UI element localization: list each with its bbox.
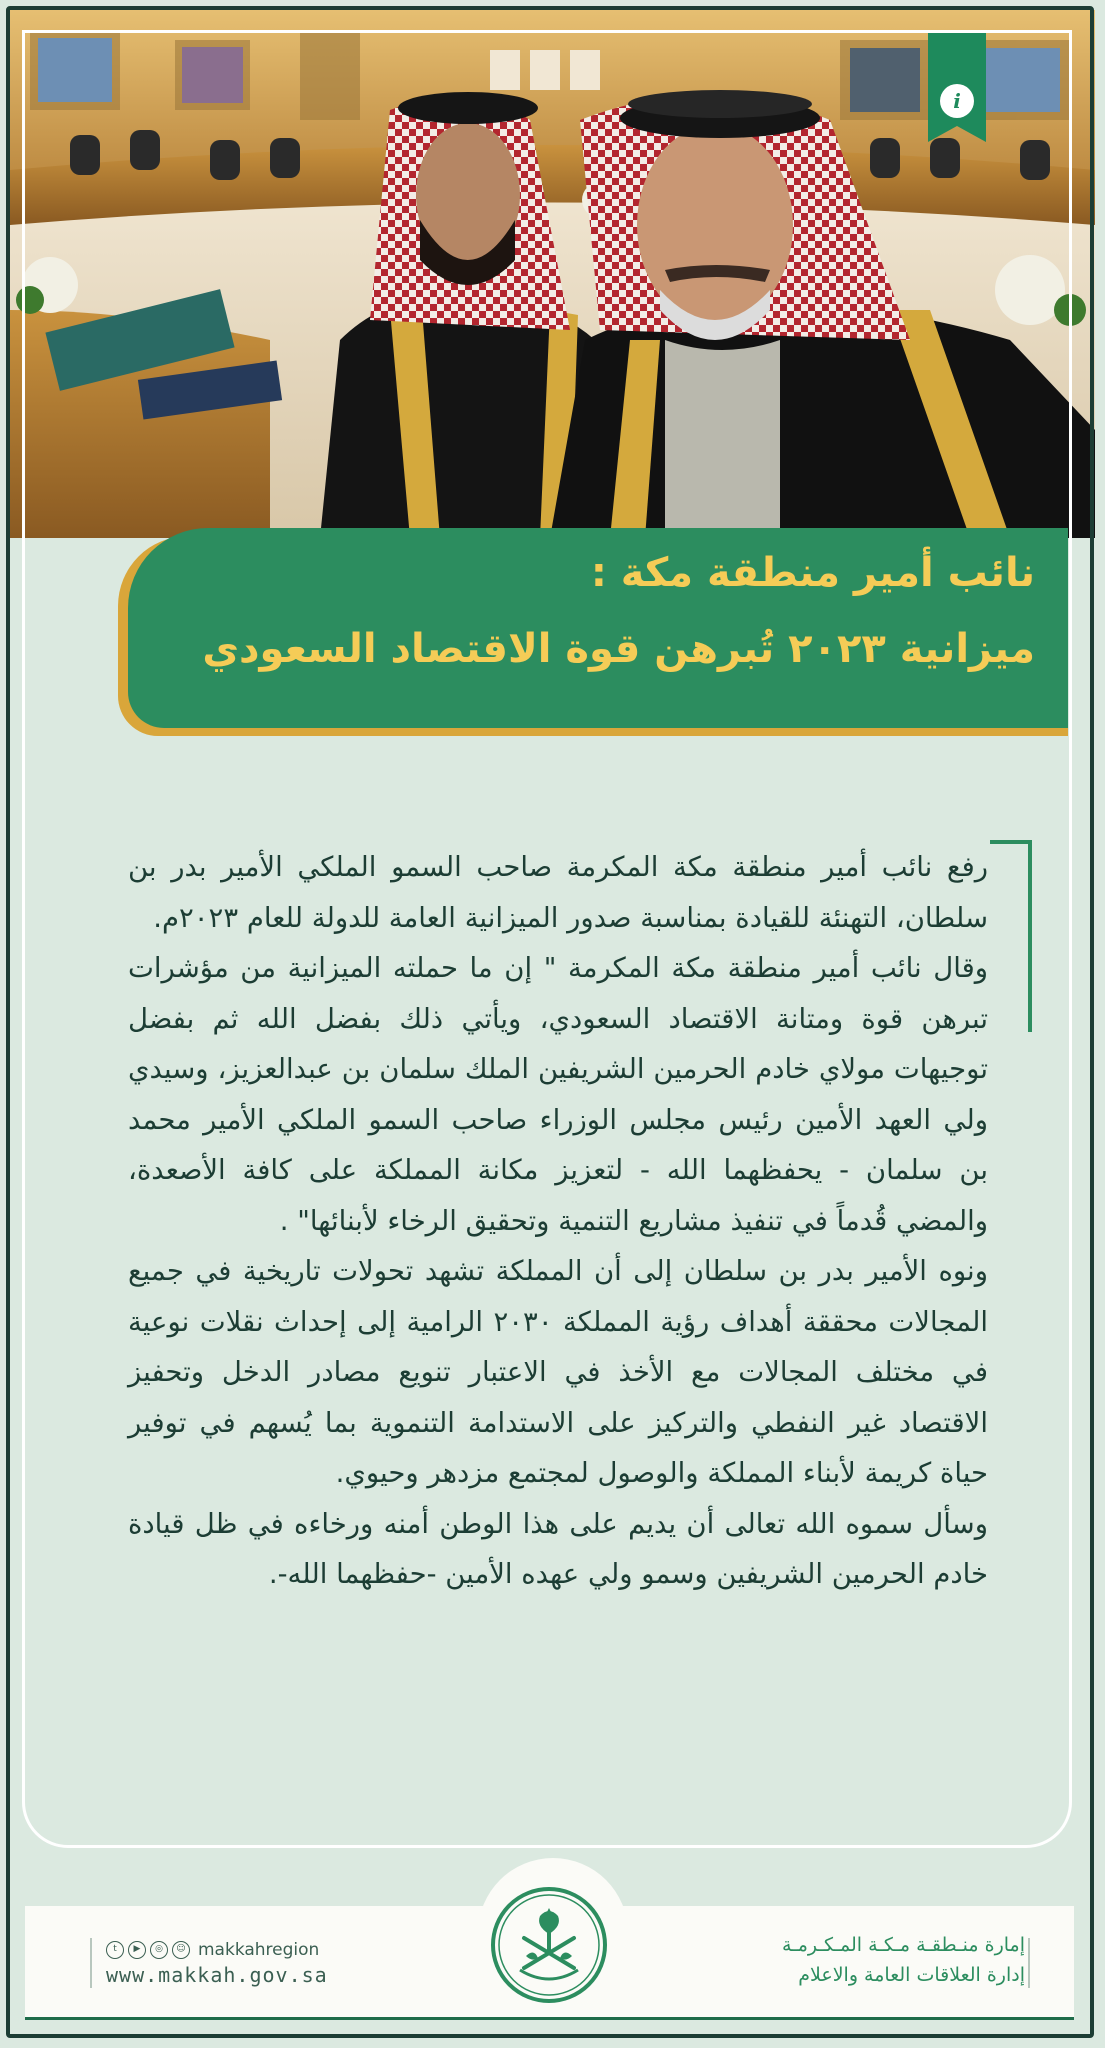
org-name: إمارة منـطقـة مـكـة المـكـرمـة — [781, 1934, 1025, 1956]
social-handle[interactable]: makkahregion — [198, 1940, 320, 1960]
info-icon[interactable]: i — [940, 84, 974, 118]
quote-tick — [990, 840, 1030, 844]
snapchat-icon[interactable]: ☺ — [172, 1941, 190, 1959]
article-paragraph: وقال نائب أمير منطقة مكة المكرمة " إن ما حملته الميزانية من مؤشرات تبرهن قوة ومتانة الاقتصاد السعودي، ويأتي ذلك بفضل الله ثم بفضل توجيهات مولاي خادم الحرمين الشريفين الملك سلمان بن عبدالعزيز، وسيدي ولي العهد الأمين رئيس مجلس الوزراء صاحب السمو الملكي الأمير محمد بن سلمان - يحفظهما الله - لتعزيز مكانة المملكة على كافة الأصعدة، والمضي قُدماً في تنفيذ مشاريع التنمية وتحقيق الرخاء لأبنائها" . — [128, 952, 988, 1237]
article-paragraph: ونوه الأمير بدر بن سلطان إلى أن المملكة تشهد تحولات تاريخية في جميع المجالات محققة أهداف رؤية المملكة ٢٠٣٠ الرامية إلى إحداث نقلات نوعية في مختلف المجالات مع الأخذ في الاعتبار تنويع مصادر الدخل وتحفيز الاقتصاد غير النفطي والتركيز على الاستدامة التنموية بما يُسهم في توفير حياة كريمة لأبناء المملكة والوصول لمجتمع مزدهر وحيوي. — [128, 1255, 988, 1489]
headline-line-2: ميزانية ٢٠٢٣ تُبرهن قوة الاقتصاد السعودي — [202, 626, 1035, 672]
saudi-emblem-icon — [490, 1886, 608, 2004]
article-paragraph: رفع نائب أمير منطقة مكة المكرمة صاحب السمو الملكي الأمير بدر بن سلطان، التهنئة للقيادة بمناسبة صدور الميزانية العامة للدولة للعام ٢٠٢٣م. — [128, 851, 988, 934]
twitter-icon[interactable]: t — [106, 1941, 124, 1959]
article-body — [128, 842, 988, 1600]
social-links — [106, 1939, 319, 1961]
instagram-icon[interactable]: ◎ — [150, 1941, 168, 1959]
youtube-icon[interactable]: ▶ — [128, 1941, 146, 1959]
quote-bar — [1028, 840, 1032, 1032]
footer-divider — [25, 2017, 1074, 2020]
org-divider — [1028, 1938, 1030, 1988]
web-divider — [90, 1938, 92, 1988]
headline-line-1: نائب أمير منطقة مكة : — [590, 550, 1035, 596]
website-link[interactable]: www.makkah.gov.sa — [106, 1963, 328, 1987]
article-paragraph: وسأل سموه الله تعالى أن يديم على هذا الوطن أمنه ورخاءه في ظل قيادة خادم الحرمين الشريفين وسمو ولي عهده الأمين -حفظهما الله-. — [128, 1507, 988, 1590]
org-department: إدارة العلاقات العامة والاعلام — [798, 1964, 1025, 1986]
